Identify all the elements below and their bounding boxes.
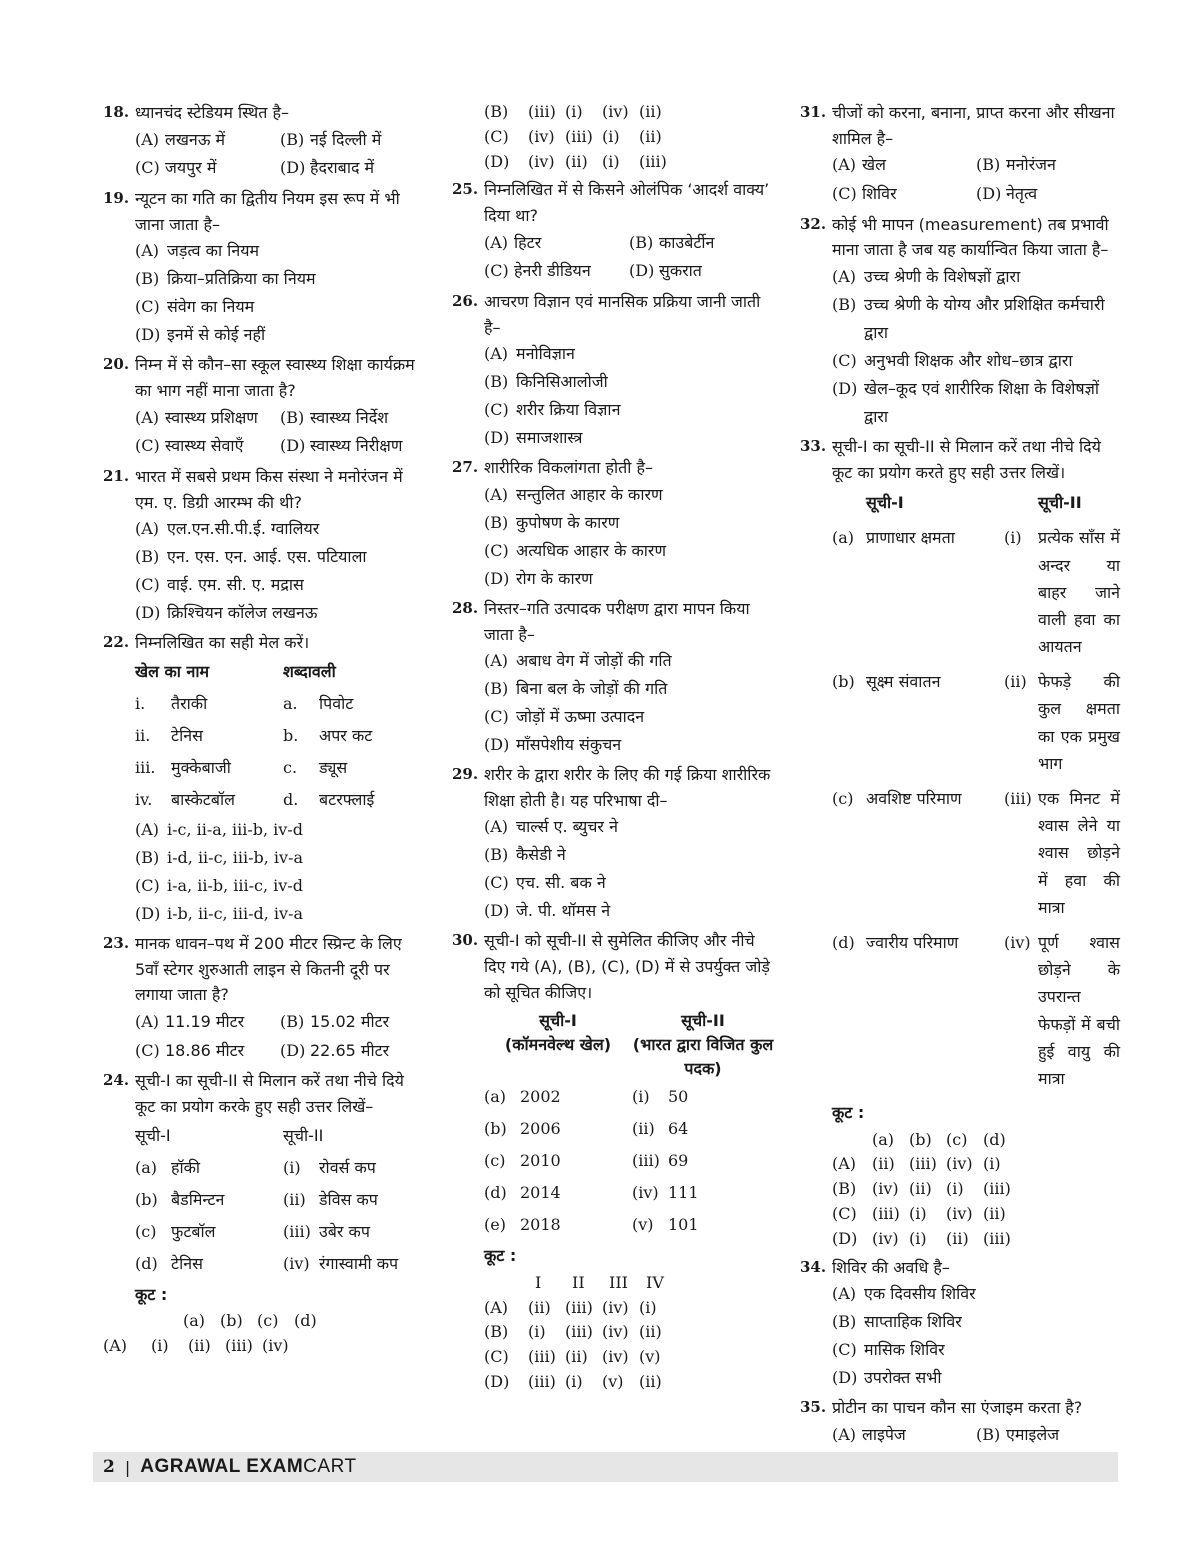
- match-row: (d) टेनिस (iv) रंगास्वामी कप: [135, 1253, 399, 1273]
- question-number: 19.: [103, 189, 130, 208]
- question-text: कोई भी मापन (measurement) तब प्रभावी माना जाता है जब यह कार्यान्वित किया जाता है–: [832, 214, 1109, 260]
- question-number: 26.: [452, 292, 479, 311]
- match-row: (c) अवशिष्ट परिमाण (iii) एक मिनट में श्वास लेने या श्वास छोड़ने में हवा की मात्रा: [832, 789, 1120, 917]
- match-row: i. तैराकी a. पिवोट: [135, 693, 354, 713]
- option: (A) एक दिवसीय शिविर: [832, 1284, 976, 1304]
- option: (C) वाई. एम. सी. ए. मद्रास: [135, 575, 304, 595]
- question-text: शिविर की अवधि है–: [832, 1257, 950, 1277]
- match-row: (d) 2014 (iv) 111: [484, 1183, 699, 1203]
- code-row: (D) (iv) (i) (ii) (iii): [832, 1228, 1011, 1248]
- option: (D) 22.65 मीटर: [280, 1040, 390, 1060]
- match-header: खेल का नाम शब्दावली: [135, 661, 336, 681]
- option: (B) एमाइलेज: [976, 1424, 1060, 1444]
- match-row: (b) सूक्ष्म संवातन (ii) फेफड़े की कुल क्षमता का एक प्रमुख भाग: [832, 672, 1120, 773]
- option: (D) समाजशास्त्र: [484, 428, 583, 448]
- option: (B) स्वास्थ्य निर्देश: [280, 407, 389, 427]
- question-number: 28.: [452, 598, 479, 617]
- option: (C) जयपुर में: [135, 158, 217, 178]
- question-25: [452, 177, 774, 286]
- option: (B) बिना बल के जोड़ों की गति: [484, 679, 668, 699]
- option: (A) स्वास्थ्य प्रशिक्षण: [135, 407, 258, 427]
- question-number: 21.: [103, 467, 130, 486]
- code-row: (A) (ii) (iii) (iv) (i): [484, 1297, 657, 1317]
- question-number: 24.: [103, 1071, 130, 1090]
- question-number: 18.: [103, 103, 130, 121]
- brand-bold-text: AGRAWAL EXAM: [140, 1456, 304, 1477]
- question-text: चीजों को करना, बनाना, प्राप्त करना और सीखना शामिल है–: [832, 103, 1115, 148]
- option: (D) स्वास्थ्य निरीक्षण: [280, 436, 403, 456]
- question-text: मानक धावन–पथ में 200 मीटर स्प्रिन्ट के लिए 5वाँ स्टेगर शुरुआती लाइन से कितनी दूरी पर लगाया जाता है?: [135, 933, 402, 1005]
- question-text: आचरण विज्ञान एवं मानसिक प्रक्रिया जानी जाती है–: [484, 292, 761, 337]
- question-number: 31.: [800, 103, 827, 121]
- question-18: [103, 100, 425, 183]
- option: (A) लखनऊ में: [135, 129, 226, 149]
- option: (B) एन. एस. एन. आई. एस. पटियाला: [135, 547, 367, 567]
- option: (A) हिटर: [484, 232, 542, 252]
- match-row: (a) 2002 (i) 50: [484, 1087, 689, 1107]
- option: (C) शिविर: [832, 183, 897, 203]
- code-label: कूट :: [484, 1246, 517, 1266]
- option: (B) 15.02 मीटर: [280, 1011, 390, 1031]
- option: (C) जोड़ों में ऊष्मा उत्पादन: [484, 707, 645, 727]
- question-31: [800, 100, 1120, 209]
- option: (B) साप्ताहिक शिविर: [832, 1312, 962, 1332]
- question-24: [103, 1068, 425, 1358]
- option: (A) मनोविज्ञान: [484, 344, 575, 364]
- option: (D) नेतृत्व: [976, 183, 1038, 203]
- option: (D) उपरोक्त सभी: [832, 1368, 942, 1388]
- match-row: (c) 2010 (iii) 69: [484, 1151, 689, 1171]
- code-row: (C) (iv) (iii) (i) (ii): [484, 126, 662, 146]
- question-text: निस्तर–गति उत्पादक परीक्षण द्वारा मापन किया जाता है–: [484, 598, 750, 644]
- option: (A) खेल: [832, 155, 886, 175]
- question-text: शारीरिक विकलांगता होती है–: [484, 458, 653, 478]
- question-33: [800, 434, 1120, 1252]
- question-number: 20.: [103, 355, 130, 374]
- match-row: (d) ज्वारीय परिमाण (iv) पूर्ण श्वास छोड़ने के उपरान्त फेफड़ों में बची हुई वायु की मात्रा: [832, 932, 1120, 1088]
- option: (C) एच. सी. बक ने: [484, 873, 606, 893]
- question-text: भारत में सबसे प्रथम किस संस्था ने मनोरंजन में एम. ए. डिग्री आरम्भ की थी?: [135, 467, 403, 512]
- page-number: 2: [103, 1457, 115, 1477]
- option: (A) 11.19 मीटर: [135, 1011, 245, 1031]
- option: (C) 18.86 मीटर: [135, 1040, 245, 1060]
- option: (B) i-d, ii-c, iii-b, iv-a: [135, 847, 303, 867]
- option: (C) हेनरी डीडियन: [484, 261, 591, 281]
- option: (D) माँसपेशीय संकुचन: [484, 735, 622, 755]
- option: (D) हैदराबाद में: [280, 158, 375, 178]
- option: (D) i-b, ii-c, iii-d, iv-a: [135, 903, 303, 923]
- question-text: सूची-I को सूची-II से सुमेलित कीजिए और नीचे दिए गये (A), (B), (C), (D) में से उपर्युक्त जोड़े को सूचित कीजिए।: [484, 931, 770, 1002]
- option: (B) काउबेर्टीन: [629, 232, 715, 252]
- question-19: [103, 186, 425, 349]
- question-number: 22.: [103, 633, 130, 652]
- code-header: (a) (b) (c) (d): [183, 1311, 317, 1331]
- code-header: I II III IV: [535, 1272, 664, 1292]
- question-text: निम्न में से कौन–सा स्कूल स्वास्थ्य शिक्षा कार्यक्रम का भाग नहीं माना जाता है?: [135, 355, 415, 400]
- option: (C) मासिक शिविर: [832, 1340, 945, 1360]
- code-row: (B) (iv) (ii) (i) (iii): [832, 1179, 1011, 1199]
- option: (A) जड़त्व का नियम: [135, 241, 260, 261]
- option: (D) इनमें से कोई नहीं: [135, 325, 266, 345]
- question-text: ध्यानचंद स्टेडियम स्थित है–: [135, 103, 289, 122]
- question-34: [800, 1255, 1120, 1393]
- question-text: सूची-I का सूची-II से मिलान करें तथा नीचे दिये कूट का प्रयोग करते हुए सही उत्तर लिखें।: [832, 436, 1101, 482]
- brand-light-text: CART: [303, 1456, 357, 1477]
- option: (B) क्रिया–प्रतिक्रिया का नियम: [135, 269, 316, 289]
- code-header: (a) (b) (c) (d): [872, 1129, 1006, 1149]
- match-row: (c) फुटबॉल (iii) उबेर कप: [135, 1221, 370, 1241]
- question-22: [103, 630, 425, 928]
- option: (B) किनिसिआलोजी: [484, 372, 608, 392]
- option: (A) एल.एन.सी.पी.ई. ग्वालियर: [135, 519, 320, 539]
- match-row: ii. टेनिस b. अपर कट: [135, 725, 373, 745]
- question-text: सूची-I का सूची-II से मिलान करें तथा नीचे दिये कूट का प्रयोग करके हुए सही उत्तर लिखें–: [135, 1071, 404, 1116]
- footer-separator: |: [124, 1457, 131, 1477]
- option: (B) उच्च श्रेणी के योग्य और प्रशिक्षित कर्मचारी द्वारा: [832, 294, 1105, 342]
- question-28: [452, 596, 774, 759]
- question-number: 32.: [800, 214, 827, 233]
- column-2: [452, 100, 774, 1398]
- option: (B) नई दिल्ली में: [280, 129, 382, 149]
- option: (C) संवेग का नियम: [135, 297, 255, 317]
- option: (A) लाइपेज: [832, 1424, 906, 1444]
- option: (C) शरीर क्रिया विज्ञान: [484, 400, 621, 420]
- question-26: [452, 289, 774, 452]
- option: (D) क्रिश्चियन कॉलेज लखनऊ: [135, 603, 318, 623]
- option: (B) कैसेडी ने: [484, 845, 566, 865]
- question-30: [452, 928, 774, 1394]
- page-footer: [93, 1452, 1118, 1482]
- option: (D) रोग के कारण: [484, 568, 593, 588]
- code-row: (D) (iv) (ii) (i) (iii): [484, 151, 667, 171]
- question-number: 30.: [452, 931, 479, 950]
- brand-logo: [140, 1456, 356, 1478]
- question-text: प्रोटीन का पाचन कौन सा एंजाइम करता है?: [832, 1398, 1083, 1418]
- option: (A) i-c, ii-a, iii-b, iv-d: [135, 819, 303, 839]
- question-21: [103, 464, 425, 627]
- code-label: कूट :: [135, 1284, 168, 1304]
- question-29: [452, 762, 774, 925]
- question-32: [800, 212, 1120, 431]
- option: (B) कुपोषण के कारण: [484, 512, 620, 532]
- question-text: निम्नलिखित का सही मेल करें।: [135, 633, 310, 653]
- question-23: [103, 931, 425, 1065]
- code-label: कूट :: [832, 1103, 865, 1123]
- question-number: 25.: [452, 180, 479, 199]
- match-row: (a) प्राणाधार क्षमता (i) प्रत्येक साँस में अन्दर या बाहर जाने वाली हवा का आयतन: [832, 528, 1120, 657]
- option: (A) उच्च श्रेणी के विशेषज्ञों द्वारा: [832, 266, 1021, 286]
- match-header: सूची-I सूची-II: [135, 1125, 324, 1145]
- question-24-continued: [452, 100, 774, 174]
- question-number: 23.: [103, 933, 130, 952]
- question-number: 29.: [452, 765, 479, 784]
- match-row: (e) 2018 (v) 101: [484, 1215, 699, 1235]
- question-number: 33.: [800, 436, 827, 455]
- code-row: (A) (i) (ii) (iii) (iv): [103, 1335, 289, 1355]
- match-header: सूची-I (कॉमनवेल्थ खेल) सूची-II (भारत द्वारा विजित कुल पदक): [504, 1011, 774, 1079]
- match-row: (b) 2006 (ii) 64: [484, 1119, 689, 1139]
- question-text: निम्नलिखित में से किसने ओलंपिक ‘आदर्श वाक्य’ दिया था?: [484, 180, 770, 225]
- match-row: (a) हॉकी (i) रोवर्स कप: [135, 1157, 376, 1177]
- match-row: iii. मुक्केबाजी c. ड्यूस: [135, 757, 348, 777]
- column-1: [103, 100, 425, 1362]
- code-row: (A) (ii) (iii) (iv) (i): [832, 1154, 1001, 1174]
- match-row: (b) बैडमिन्टन (ii) डेविस कप: [135, 1189, 378, 1209]
- code-row: (C) (iii) (i) (iv) (ii): [832, 1204, 1006, 1224]
- code-row: (D) (iii) (i) (v) (ii): [484, 1371, 662, 1391]
- question-text: न्यूटन का गति का द्वितीय नियम इस रूप में भी जाना जाता है–: [135, 189, 400, 234]
- question-number: 27.: [452, 458, 479, 477]
- column-3: [800, 100, 1120, 1481]
- code-row: (B) (iii) (i) (iv) (ii): [484, 102, 662, 121]
- option: (C) i-a, ii-b, iii-c, iv-d: [135, 875, 303, 895]
- question-number: 35.: [800, 1398, 827, 1417]
- option: (C) अनुभवी शिक्षक और शोध–छात्र द्वारा: [832, 350, 1073, 370]
- option: (C) अत्यधिक आहार के कारण: [484, 540, 667, 560]
- question-text: शरीर के द्वारा शरीर के लिए की गई क्रिया शारीरिक शिक्षा होती है। यह परिभाषा दी–: [484, 765, 771, 810]
- code-row: (B) (i) (iii) (iv) (ii): [484, 1322, 662, 1342]
- question-20: [103, 352, 425, 461]
- question-27: [452, 455, 774, 593]
- code-row: (C) (iii) (ii) (iv) (v): [484, 1347, 661, 1367]
- match-row: iv. बास्केटबॉल d. बटरफ्लाई: [135, 789, 375, 809]
- option: (A) अबाध वेग में जोड़ों की गति: [484, 651, 672, 671]
- option: (C) स्वास्थ्य सेवाएँ: [135, 436, 244, 456]
- question-number: 34.: [800, 1257, 827, 1276]
- match-header: सूची-I सूची-II: [866, 493, 1082, 513]
- option: (D) जे. पी. थॉमस ने: [484, 901, 611, 921]
- option: (D) सुकरात: [629, 261, 702, 281]
- option: (D) खेल–कूद एवं शारीरिक शिक्षा के विशेषज्ञों द्वारा: [832, 378, 1100, 426]
- option: (A) चार्ल्स ए. ब्युचर ने: [484, 817, 618, 837]
- option: (B) मनोरंजन: [976, 155, 1056, 175]
- option: (A) सन्तुलित आहार के कारण: [484, 484, 663, 504]
